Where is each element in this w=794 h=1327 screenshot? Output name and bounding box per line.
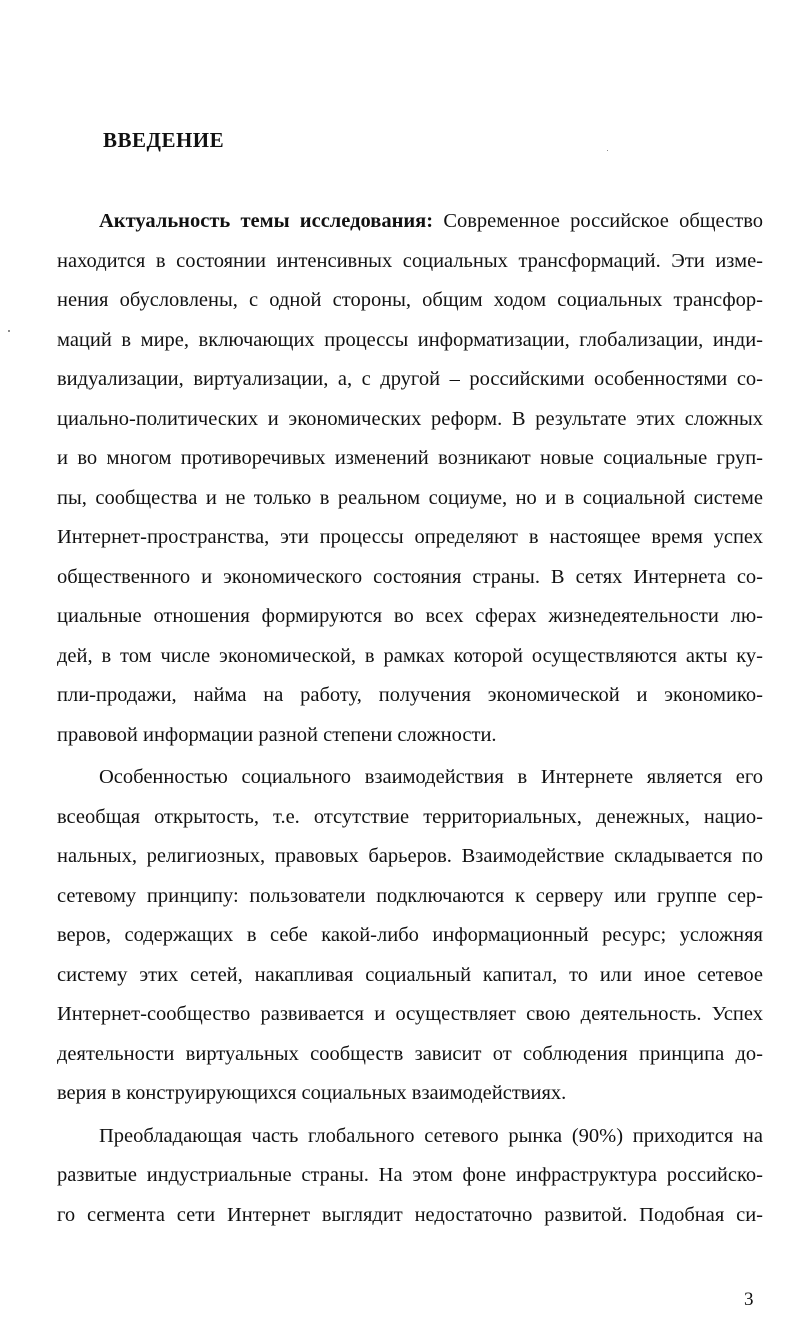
text-line: сетевому принципу: пользователи подключаются к серверу или группе сер- xyxy=(57,884,763,907)
text-line xyxy=(57,202,763,242)
text-line: маций в мире, включающих процессы информатизации, глобализации, инди- xyxy=(57,328,763,351)
text-line: общественного и экономического состояния страны. В сетях Интернета со- xyxy=(57,565,763,588)
body-text xyxy=(57,202,763,1235)
text-line-content: Современное российское общество xyxy=(433,210,763,232)
text-line: дей, в том числе экономической, в рамках которой осуществляются акты ку- xyxy=(57,644,763,667)
section-heading: ВВЕДЕНИЕ xyxy=(103,128,225,152)
text-line: циальные отношения формируются во всех сферах жизнедеятельности лю- xyxy=(57,605,763,627)
text-line: пы, сообщества и не только в реальном социуме, но и в социальной системе xyxy=(57,486,763,509)
text-line: всеобщая открытость, т.е. отсутствие территориальных, денежных, нацио- xyxy=(57,805,763,828)
text-line: правовой информации разной степени сложности. xyxy=(57,723,497,746)
page-number: 3 xyxy=(744,1289,754,1310)
text-line: Преобладающая часть глобального сетевого рынка (90%) приходится на xyxy=(99,1124,763,1147)
text-line: го сегмента сети Интернет выглядит недостаточно развитой. Подобная си- xyxy=(57,1203,763,1226)
text-line: верия в конструирующихся социальных взаимодействиях. xyxy=(57,1082,567,1104)
text-line: циально-политических и экономических реформ. В результате этих сложных xyxy=(57,407,763,430)
text-line: деятельности виртуальных сообществ зависит от соблюдения принципа до- xyxy=(57,1042,763,1065)
text-line: веров, содержащих в себе какой-либо информационный ресурс; усложняя xyxy=(57,924,763,946)
text-line: Особенностью социального взаимодействия в Интернете является его xyxy=(99,766,763,788)
text-line: и во многом противоречивых изменений возникают новые социальные груп- xyxy=(57,447,763,469)
text-line: Интернет-пространства, эти процессы определяют в настоящее время успех xyxy=(57,526,763,548)
text-line: Интернет-сообщество развивается и осуществляет свою деятельность. Успех xyxy=(57,1003,763,1025)
text-line: видуализации, виртуализации, а, с другой – российскими особенностями со- xyxy=(57,368,763,390)
paragraph-interaction xyxy=(57,758,763,1114)
relevance-lead: Актуальность темы исследования: xyxy=(99,210,434,232)
scan-speck xyxy=(607,150,608,151)
text-line: нальных, религиозных, правовых барьеров. Взаимодействие складывается по xyxy=(57,845,763,867)
paragraph-market xyxy=(57,1117,763,1236)
paragraph-relevance xyxy=(57,202,763,755)
scan-speck xyxy=(8,330,10,332)
text-line: пли-продажи, найма на работу, получения экономической и экономико- xyxy=(57,684,763,706)
text-line: находится в состоянии интенсивных социальных трансформаций. Эти изме- xyxy=(57,249,763,272)
text-line: систему этих сетей, накапливая социальный капитал, то или иное сетевое xyxy=(57,963,763,986)
text-line: развитые индустриальные страны. На этом фоне инфраструктура российско- xyxy=(57,1164,763,1186)
text-line: нения обусловлены, с одной стороны, общим ходом социальных трансфор- xyxy=(57,289,763,311)
